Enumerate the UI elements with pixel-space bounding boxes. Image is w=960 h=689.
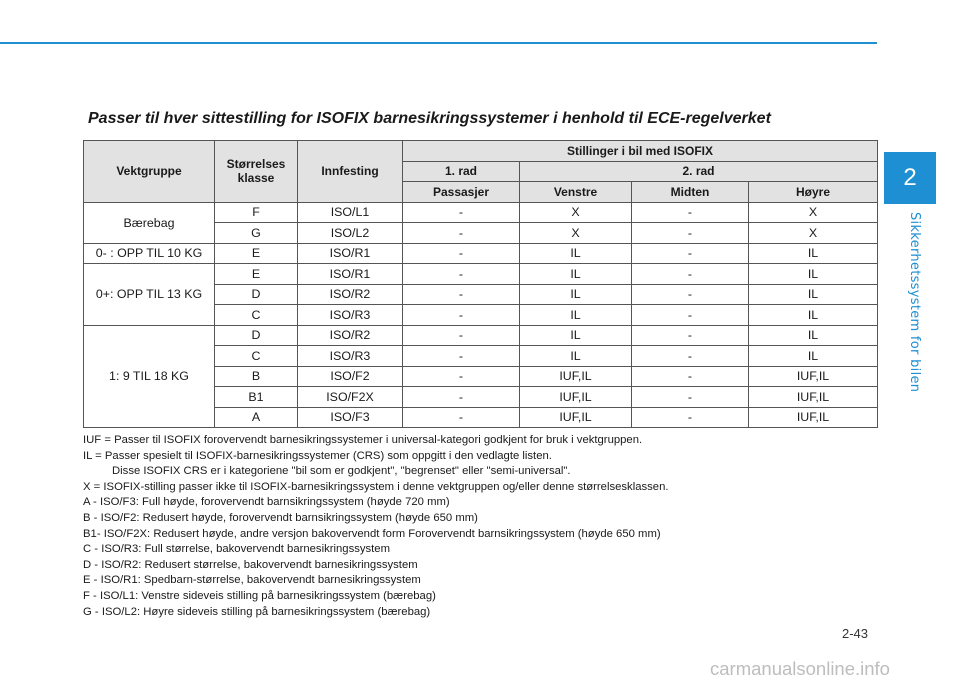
note-line: Disse ISOFIX CRS er i kategoriene "bil som er godkjent", "begrenset" eller "semi-universal". <box>112 465 571 478</box>
weight-group-cell: 0- : OPP TIL 10 KG <box>84 243 215 264</box>
table-body <box>84 202 878 428</box>
left-cell: IL <box>520 305 632 326</box>
right-cell: IL <box>749 346 878 367</box>
middle-cell: - <box>632 387 749 408</box>
passenger-cell: - <box>403 264 520 285</box>
legend-notes <box>83 433 883 620</box>
size-class-cell: A <box>215 407 298 428</box>
passenger-cell: - <box>403 407 520 428</box>
fixture-cell: ISO/L1 <box>298 202 403 223</box>
note-line: B - ISO/F2: Redusert høyde, forovervendt barnsikringssystem (høyde 650 mm) <box>83 511 478 524</box>
middle-cell: - <box>632 407 749 428</box>
right-cell: IL <box>749 284 878 305</box>
right-cell: IUF,IL <box>749 407 878 428</box>
note-line: G - ISO/L2: Høyre sideveis stilling på barnesikringssystem (bærebag) <box>83 605 431 618</box>
passenger-cell: - <box>403 305 520 326</box>
passenger-cell: - <box>403 223 520 244</box>
left-cell: IUF,IL <box>520 366 632 387</box>
fixture-cell: ISO/F2 <box>298 366 403 387</box>
note-line: IL = Passer spesielt til ISOFIX-barnesikringssystemer (CRS) som oppgitt i den vedlagte listen. <box>83 449 552 462</box>
header-right: Høyre <box>749 182 878 203</box>
note-line: B1- ISO/F2X: Redusert høyde, andre versjon bakovervendt form Forovervendt barnsikringssystem (høyde 650 mm) <box>83 527 661 540</box>
left-cell: IL <box>520 284 632 305</box>
isofix-table <box>83 140 878 428</box>
size-class-cell: B1 <box>215 387 298 408</box>
left-cell: IL <box>520 325 632 346</box>
right-cell: IUF,IL <box>749 366 878 387</box>
header-size-class: Størrelses klasse <box>215 141 298 203</box>
middle-cell: - <box>632 366 749 387</box>
section-heading: Passer til hver sittestilling for ISOFIX barnesikringssystemer i henhold til ECE-regelverket <box>88 110 771 127</box>
watermark: carmanualsonline.info <box>710 658 890 679</box>
size-class-cell: E <box>215 243 298 264</box>
table-row <box>84 264 878 285</box>
table-header <box>84 141 878 203</box>
table-row <box>84 243 878 264</box>
size-class-cell: C <box>215 346 298 367</box>
fixture-cell: ISO/R3 <box>298 346 403 367</box>
page-number: 2-43 <box>842 626 869 641</box>
middle-cell: - <box>632 305 749 326</box>
fixture-cell: ISO/L2 <box>298 223 403 244</box>
right-cell: X <box>749 223 878 244</box>
note-line: F - ISO/L1: Venstre sideveis stilling på barnesikringssystem (bærebag) <box>83 589 436 602</box>
left-cell: X <box>520 223 632 244</box>
size-class-cell: D <box>215 284 298 305</box>
fixture-cell: ISO/R2 <box>298 284 403 305</box>
size-class-cell: D <box>215 325 298 346</box>
right-cell: IL <box>749 325 878 346</box>
table-row <box>84 325 878 346</box>
passenger-cell: - <box>403 325 520 346</box>
right-cell: X <box>749 202 878 223</box>
left-cell: IL <box>520 243 632 264</box>
passenger-cell: - <box>403 346 520 367</box>
note-line: IUF = Passer til ISOFIX forovervendt barnesikringssystemer i universal-kategori godkjent for bruk i vektgruppen. <box>83 434 643 446</box>
note-line: C - ISO/R3: Full størrelse, bakovervendt barnesikringssystem <box>83 543 390 556</box>
fixture-cell: ISO/R3 <box>298 305 403 326</box>
chapter-caption: Sikkerhetssystem for bilen <box>907 212 922 393</box>
left-cell: IL <box>520 346 632 367</box>
note-line: E - ISO/R1: Spedbarn-størrelse, bakovervendt barnesikringssystem <box>83 574 421 587</box>
header-row2: 2. rad <box>520 161 878 182</box>
table-row <box>84 202 878 223</box>
note-line: A - ISO/F3: Full høyde, forovervendt barnsikringssystem (høyde 720 mm) <box>83 496 450 509</box>
header-weight-group: Vektgruppe <box>84 141 215 203</box>
top-rule <box>0 42 877 44</box>
header-row1: 1. rad <box>403 161 520 182</box>
note-line: D - ISO/R2: Redusert størrelse, bakovervendt barnesikringssystem <box>83 558 418 571</box>
right-cell: IUF,IL <box>749 387 878 408</box>
middle-cell: - <box>632 202 749 223</box>
right-cell: IL <box>749 243 878 264</box>
middle-cell: - <box>632 346 749 367</box>
left-cell: X <box>520 202 632 223</box>
size-class-cell: G <box>215 223 298 244</box>
chapter-tab <box>884 152 936 204</box>
passenger-cell: - <box>403 202 520 223</box>
right-cell: IL <box>749 305 878 326</box>
header-left: Venstre <box>520 182 632 203</box>
size-class-cell: F <box>215 202 298 223</box>
middle-cell: - <box>632 325 749 346</box>
left-cell: IL <box>520 264 632 285</box>
header-positions: Stillinger i bil med ISOFIX <box>403 141 878 162</box>
middle-cell: - <box>632 284 749 305</box>
middle-cell: - <box>632 223 749 244</box>
weight-group-cell: Bærebag <box>84 202 215 243</box>
fixture-cell: ISO/F2X <box>298 387 403 408</box>
size-class-cell: B <box>215 366 298 387</box>
note-line: X = ISOFIX-stilling passer ikke til ISOFIX-barnesikringssystem i denne vektgruppen og/eller denne størrelsesklassen. <box>83 480 669 493</box>
right-cell: IL <box>749 264 878 285</box>
chapter-number: 2 <box>903 164 917 191</box>
weight-group-cell: 0+: OPP TIL 13 KG <box>84 264 215 326</box>
size-class-cell: E <box>215 264 298 285</box>
left-cell: IUF,IL <box>520 407 632 428</box>
size-class-cell: C <box>215 305 298 326</box>
passenger-cell: - <box>403 366 520 387</box>
fixture-cell: ISO/R1 <box>298 264 403 285</box>
passenger-cell: - <box>403 387 520 408</box>
fixture-cell: ISO/F3 <box>298 407 403 428</box>
passenger-cell: - <box>403 284 520 305</box>
header-fixture: Innfesting <box>298 141 403 203</box>
weight-group-cell: 1: 9 TIL 18 KG <box>84 325 215 428</box>
header-middle: Midten <box>632 182 749 203</box>
middle-cell: - <box>632 264 749 285</box>
fixture-cell: ISO/R1 <box>298 243 403 264</box>
passenger-cell: - <box>403 243 520 264</box>
header-passenger: Passasjer <box>403 182 520 203</box>
middle-cell: - <box>632 243 749 264</box>
left-cell: IUF,IL <box>520 387 632 408</box>
fixture-cell: ISO/R2 <box>298 325 403 346</box>
